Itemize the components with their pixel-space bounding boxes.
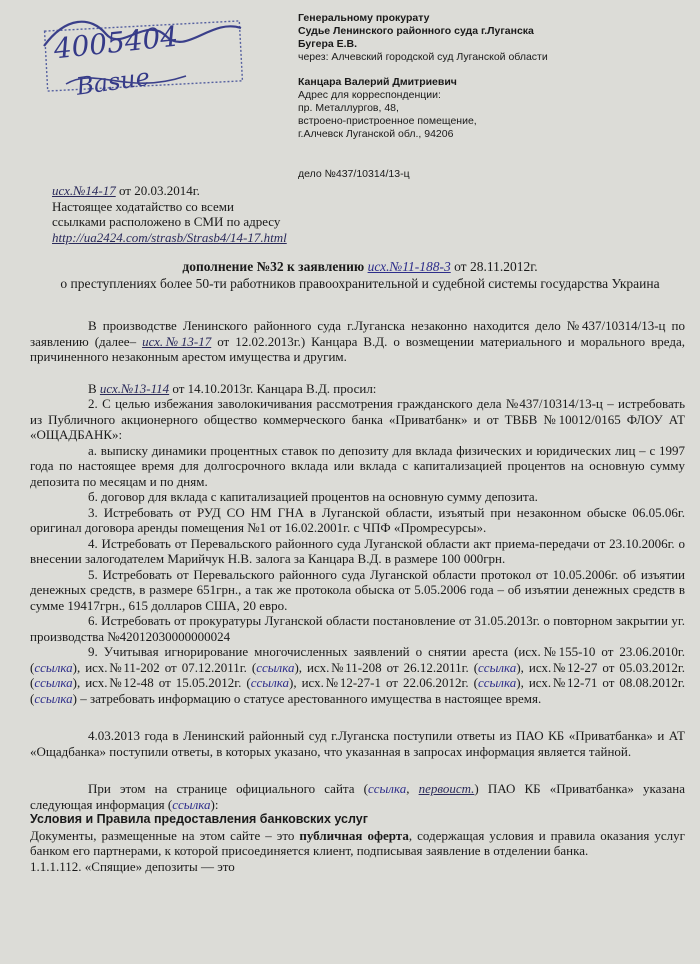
- item-4: 4. Истребовать от Перевальского районного суда Луганской области акт приема-передачи от 23.10.2006г. о внесении залогодателем Марийчук Н.В. залога за Канцара В.Д. в размере 100 000грн.: [30, 535, 685, 566]
- addressee-line-2: Судье Ленинского районного суда г.Луганска: [298, 25, 534, 37]
- item-9-link-1[interactable]: ссылка: [34, 659, 73, 675]
- item-2a: а. выписку динамики процентных ставок по депозиту для вклада физических и юридических лиц – с 1997 года по настоящее время для долгосрочного вклада или вклада с капитализацией процентов на основную сумму депозита по месяцам и по дням.: [30, 442, 685, 489]
- stamp-signature: Basue: [74, 62, 152, 101]
- sender-name: Канцара Валерий Дмитриевич: [298, 76, 457, 88]
- paragraph-4-link-2[interactable]: первоист.: [418, 781, 475, 796]
- reference-link[interactable]: исх.№14-17: [52, 183, 116, 198]
- addressee-line-3: Бугера Е.В.: [298, 38, 358, 50]
- paragraph-2: В исх.№13-114 от 14.10.2013г. Канцара В.Д. просил:: [88, 380, 377, 396]
- paragraph-4: При этом на странице официального сайта (ссылка, первоист.) ПАО КБ «Приватбанка» указана следующая информация (ссылка):: [30, 781, 685, 812]
- item-9-link-6[interactable]: ссылка: [477, 675, 517, 690]
- item-9-link-5[interactable]: ссылка: [250, 675, 290, 690]
- item-2: 2. С целью избежания заволокичивания рассмотрения гражданского дела №437/10314/13-ц – истребовать из Публичного акционерного общество коммерческого банка «Приватбанк» и от ТВБВ №10012/0165 ФЛОУ АТ «ОЩАДБАНК»:: [30, 396, 685, 442]
- item-9-link-2[interactable]: ссылка: [256, 659, 295, 675]
- item-2b: б. договор для вклада с капитализацией процентов на основную сумму депозита.: [88, 489, 538, 504]
- sender-address-line-2: встроено-пристроенное помещение,: [298, 115, 477, 127]
- item-9-link-3[interactable]: ссылка: [478, 659, 517, 675]
- rules-last: 1.1.1.112. «Спящие» депозиты — это: [30, 858, 235, 874]
- title-suffix: от 28.11.2012г.: [450, 259, 538, 274]
- reference-block: [52, 183, 287, 245]
- sender-address-line-3: г.Алчевск Луганской обл., 94206: [298, 128, 454, 140]
- paragraph-1: В производстве Ленинского районного суда г.Луганска незаконно находится дело №437/10314/13-ц по заявлению (далее– исх.№13-17 от 12.02.2013г.) Канцара В.Д. о возмещении материального и морального вреда, причиненного незаконным арестом имущества и другим.: [30, 318, 685, 364]
- item-9-link-4[interactable]: ссылка: [34, 675, 73, 690]
- item-9-link-7[interactable]: ссылка: [34, 690, 73, 706]
- paragraph-4-link-1[interactable]: ссылка: [367, 781, 407, 796]
- item-3: 3. Истребовать от РУД СО НМ ГНА в Луганской области, изъятый при незаконном обыске 06.05.06г. оригинал договора аренды помещения №1 от 16.02.2001г. с ЧПФ «Промресурсы».: [30, 504, 685, 535]
- addressee-line-4: через: Алчевский городской суд Луганской области: [298, 51, 548, 63]
- handwritten-stamp: [36, 6, 251, 102]
- reference-line-2: Настоящее ходатайство со всеми: [52, 198, 234, 214]
- reference-line-3: ссылками расположено в СМИ по адресу: [52, 214, 281, 229]
- paragraph-1-link[interactable]: исх.№13-17: [142, 333, 212, 349]
- title-line-2: о преступлениях более 50-ти работников правоохранительной и судебной системы государства Украина: [60, 276, 660, 291]
- item-5: 5. Истребовать от Перевальского районного суда Луганской области протокол от 10.05.2006г. об изъятии денежных средств, в размере 651грн., а так же протокола обыска от 5.05.2006 года – об изъятии денежных средств в сумме 19417грн., 615 долларов США, 20 евро.: [30, 566, 685, 613]
- title-prefix: дополнение №32 к заявлению: [182, 259, 368, 274]
- address-block: [298, 12, 548, 141]
- addressee-line-1: Генеральному прокурату: [298, 12, 430, 24]
- sender-address-label: Адрес для корреспонденции:: [298, 89, 441, 101]
- stamp-number: 4005404: [52, 19, 180, 66]
- reference-url-link[interactable]: http://ua2424.com/strasb/Strasb4/14-17.html: [52, 229, 287, 245]
- sender-address-line-1: пр. Металлургов, 48,: [298, 102, 399, 114]
- item-6: 6. Истребовать от прокуратуры Луганской области постановление от 31.05.2013г. о повторном закрытии уг. производства №42012030000000024: [30, 613, 685, 644]
- document-title: [30, 258, 690, 292]
- paragraph-3: 4.03.2013 года в Ленинский районный суд г.Луганска поступили ответы из ПАО КБ «Приватбанка» и АТ «Ощадбанка» поступили ответы, в которых указано, что указанная в запросах информация является тайной.: [30, 728, 685, 759]
- title-link[interactable]: исх.№11-188-3: [367, 259, 451, 274]
- rules-bold: публичная оферта: [299, 827, 409, 843]
- case-number: дело №437/10314/13-ц: [298, 168, 410, 180]
- paragraph-2-link[interactable]: исх.№13-114: [99, 380, 170, 396]
- paragraph-4-link-3[interactable]: ссылка: [172, 796, 211, 812]
- reference-date: от 20.03.2014г.: [115, 183, 200, 198]
- rules-text: Документы, размещенные на этом сайте – это публичная оферта, содержащая условия и правила оказания услуг банком его партнерами, к которой присоединяется клиент, подписывая заявление в отделении банка.: [30, 827, 685, 858]
- rules-heading: Условия и Правила предоставления банковских услуг: [30, 812, 368, 826]
- item-9: 9. Учитывая игнорирование многочисленных заявлений о снятии ареста (исх.№155-10 от 23.06.2010г. (ссылка), исх.№11-202 от 07.12.2011г. (ссылка), исх.№11-208 от 26.12.2011г. (ссылка), исх.№12-27 от 05.03.2012г. (ссылка), исх.№12-48 от 15.05.2012г. (ссылка), исх.№12-27-1 от 22.06.2012г. (ссылка), исх.№12-71 от 08.08.2012г. (ссылка) – затребовать информацию о статусе арестованного имущества в настоящее время.: [30, 644, 686, 706]
- document-body: [30, 318, 685, 874]
